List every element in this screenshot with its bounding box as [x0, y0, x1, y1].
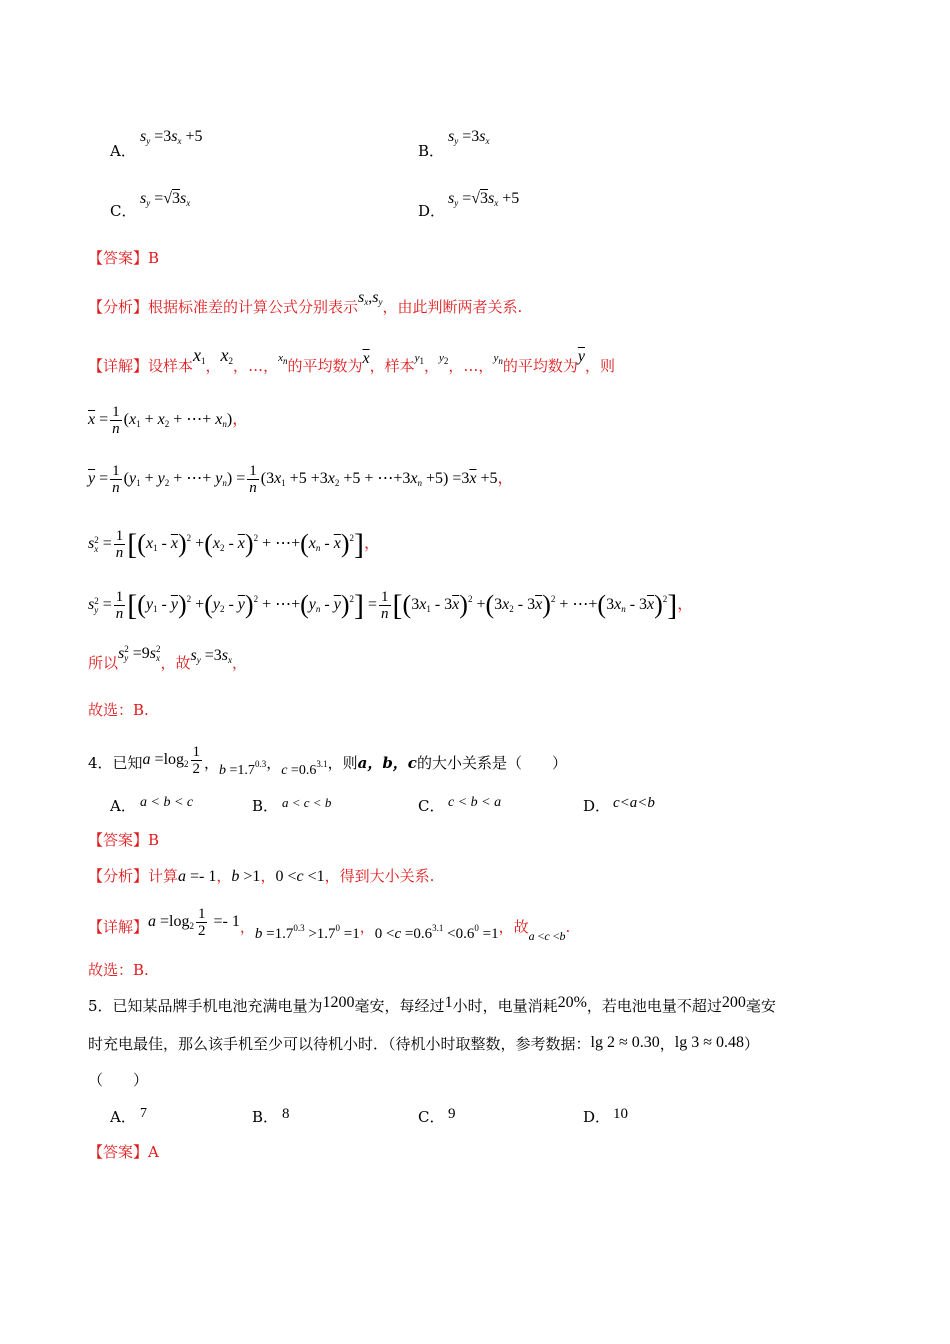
q4-option-d-formula: c<a<b [613, 795, 655, 811]
q5-option-a-label: A． [110, 1108, 136, 1126]
q5-option-c-value: 9 [448, 1106, 456, 1122]
q4-detail: 【详解】$a =\log_2$ $\frac{1}{2}$ =- 1，$b =1.7^{0.3} >1.7^0 =1$，$0 <c =0.6^{3.1} <0.6^0 =1$，故$_{a <c <b}$. [88, 906, 571, 944]
q4-answer: 【答案】B [88, 831, 160, 849]
q4-option-d-label: D． [583, 797, 611, 815]
q4-choose: 故选：B. [88, 961, 149, 979]
formula-sx-variance: s 2 x = $\frac{1}{n}$ [$(x_1 - \overline{x})^2 +(x_2 - \overline{x})^2$ + $\cdots+(x_n - \overline{x})^2$]， [88, 528, 381, 562]
q4-option-a-label: A． [110, 797, 136, 815]
q5-option-b-label: B． [252, 1108, 279, 1126]
q4-option-c-label: C． [418, 797, 445, 815]
q3-answer: 【答案】B [88, 249, 160, 267]
q3-option-d-label: D． [418, 202, 446, 220]
q5-option-b-value: 8 [282, 1106, 290, 1122]
q4-option-a-formula: a < b < c [140, 795, 194, 810]
q5-stem-line3: （ ） [88, 1071, 149, 1089]
q4-option-b-formula: a < c < b [282, 795, 332, 810]
q3-option-a-label: A． [110, 142, 136, 160]
q3-option-b-label: B． [418, 142, 445, 160]
q3-choose: 故选：B. [88, 701, 149, 719]
q4-option-c-formula: c < b < a [448, 795, 502, 810]
q5-option-c-label: C． [418, 1108, 445, 1126]
formula-y-mean: $\overline{y}$ = $\frac{1}{n}$ ($y_1 + y_2$ + ⋯+ $y_n$) = $\frac{1}{n}$ ($3x_1 +5 +3x_2 +5$ + $\cdots+3x_n +5) =3\overline{x} +5$， [88, 463, 514, 496]
q5-option-a-value: 7 [140, 1106, 147, 1121]
q3-option-a-formula: $s_y =3s_x +5$ [140, 128, 203, 146]
q3-option-d-formula: $s_y =√3s_x +5$ [448, 190, 520, 208]
q3-option-c-formula: $s_y =√3s_x$ [140, 190, 191, 208]
formula-sy-variance: s 2 y = $\frac{1}{n}$ [$(y_1 - \overline{y})^2 +(y_2 - \overline{y})^2$ + $\cdots+(y_n - \overline{y})^2$] = $\frac{1}{n}$ [$(3x_1 - 3\overline{x})^2 +(3x_2 - 3\overline{x})^2$ + $\cdots+(3x_n - 3\overline{x})^2$]， [88, 589, 694, 623]
q5-stem-line1: 5．已知某品牌手机电池充满电量为1200毫安，每经过1小时，电量消耗20%，若电池电量不超过200毫安 [88, 994, 776, 1015]
q3-option-b-formula: $s_y =3s_x$ [448, 128, 490, 146]
q5-option-d-value: 10 [613, 1106, 628, 1122]
q5-option-d-label: D． [583, 1108, 611, 1126]
q5-answer: 【答案】A [88, 1143, 159, 1161]
q4-stem: 4．已知$a =\log_2$ $\frac{1}{2}$ ，$b =1.7^{0.3}$，$c =0.6^{3.1}$，则a，b，c的大小关系是（ ） [88, 744, 567, 779]
q3-option-c-label: C． [110, 202, 137, 220]
q3-detail: 【详解】设样本$x_1$，$x_2$，…，$x_n$的平均数为$\overline{x}$，样本$y_1$，$y_2$，…，$y_n$的平均数为$\overline{y}$，则 [88, 345, 615, 375]
formula-x-mean: $\overline{x}$ = $\frac{1}{n}$ ($x_1 + x_2$ + ⋯+ $x_n$)， [88, 404, 249, 437]
q4-analysis: 【分析】计算a =- 1，b >1，0 <c <1，得到大小关系. [88, 867, 435, 885]
q5-stem-line2: 时充电最佳，那么该手机至少可以待机小时．（待机小时取整数，参考数据：lg 2 ≈ 0.30，lg 3 ≈ 0.48） [88, 1034, 760, 1053]
q3-conclusion: 所以s 2 y =9s 2 x ，故$s_y =3s_x$， [88, 644, 248, 672]
q3-analysis: 【分析】根据标准差的计算公式分别表示$s_x,s_y$，由此判断两者关系. [88, 289, 523, 316]
q4-option-b-label: B． [252, 797, 279, 815]
